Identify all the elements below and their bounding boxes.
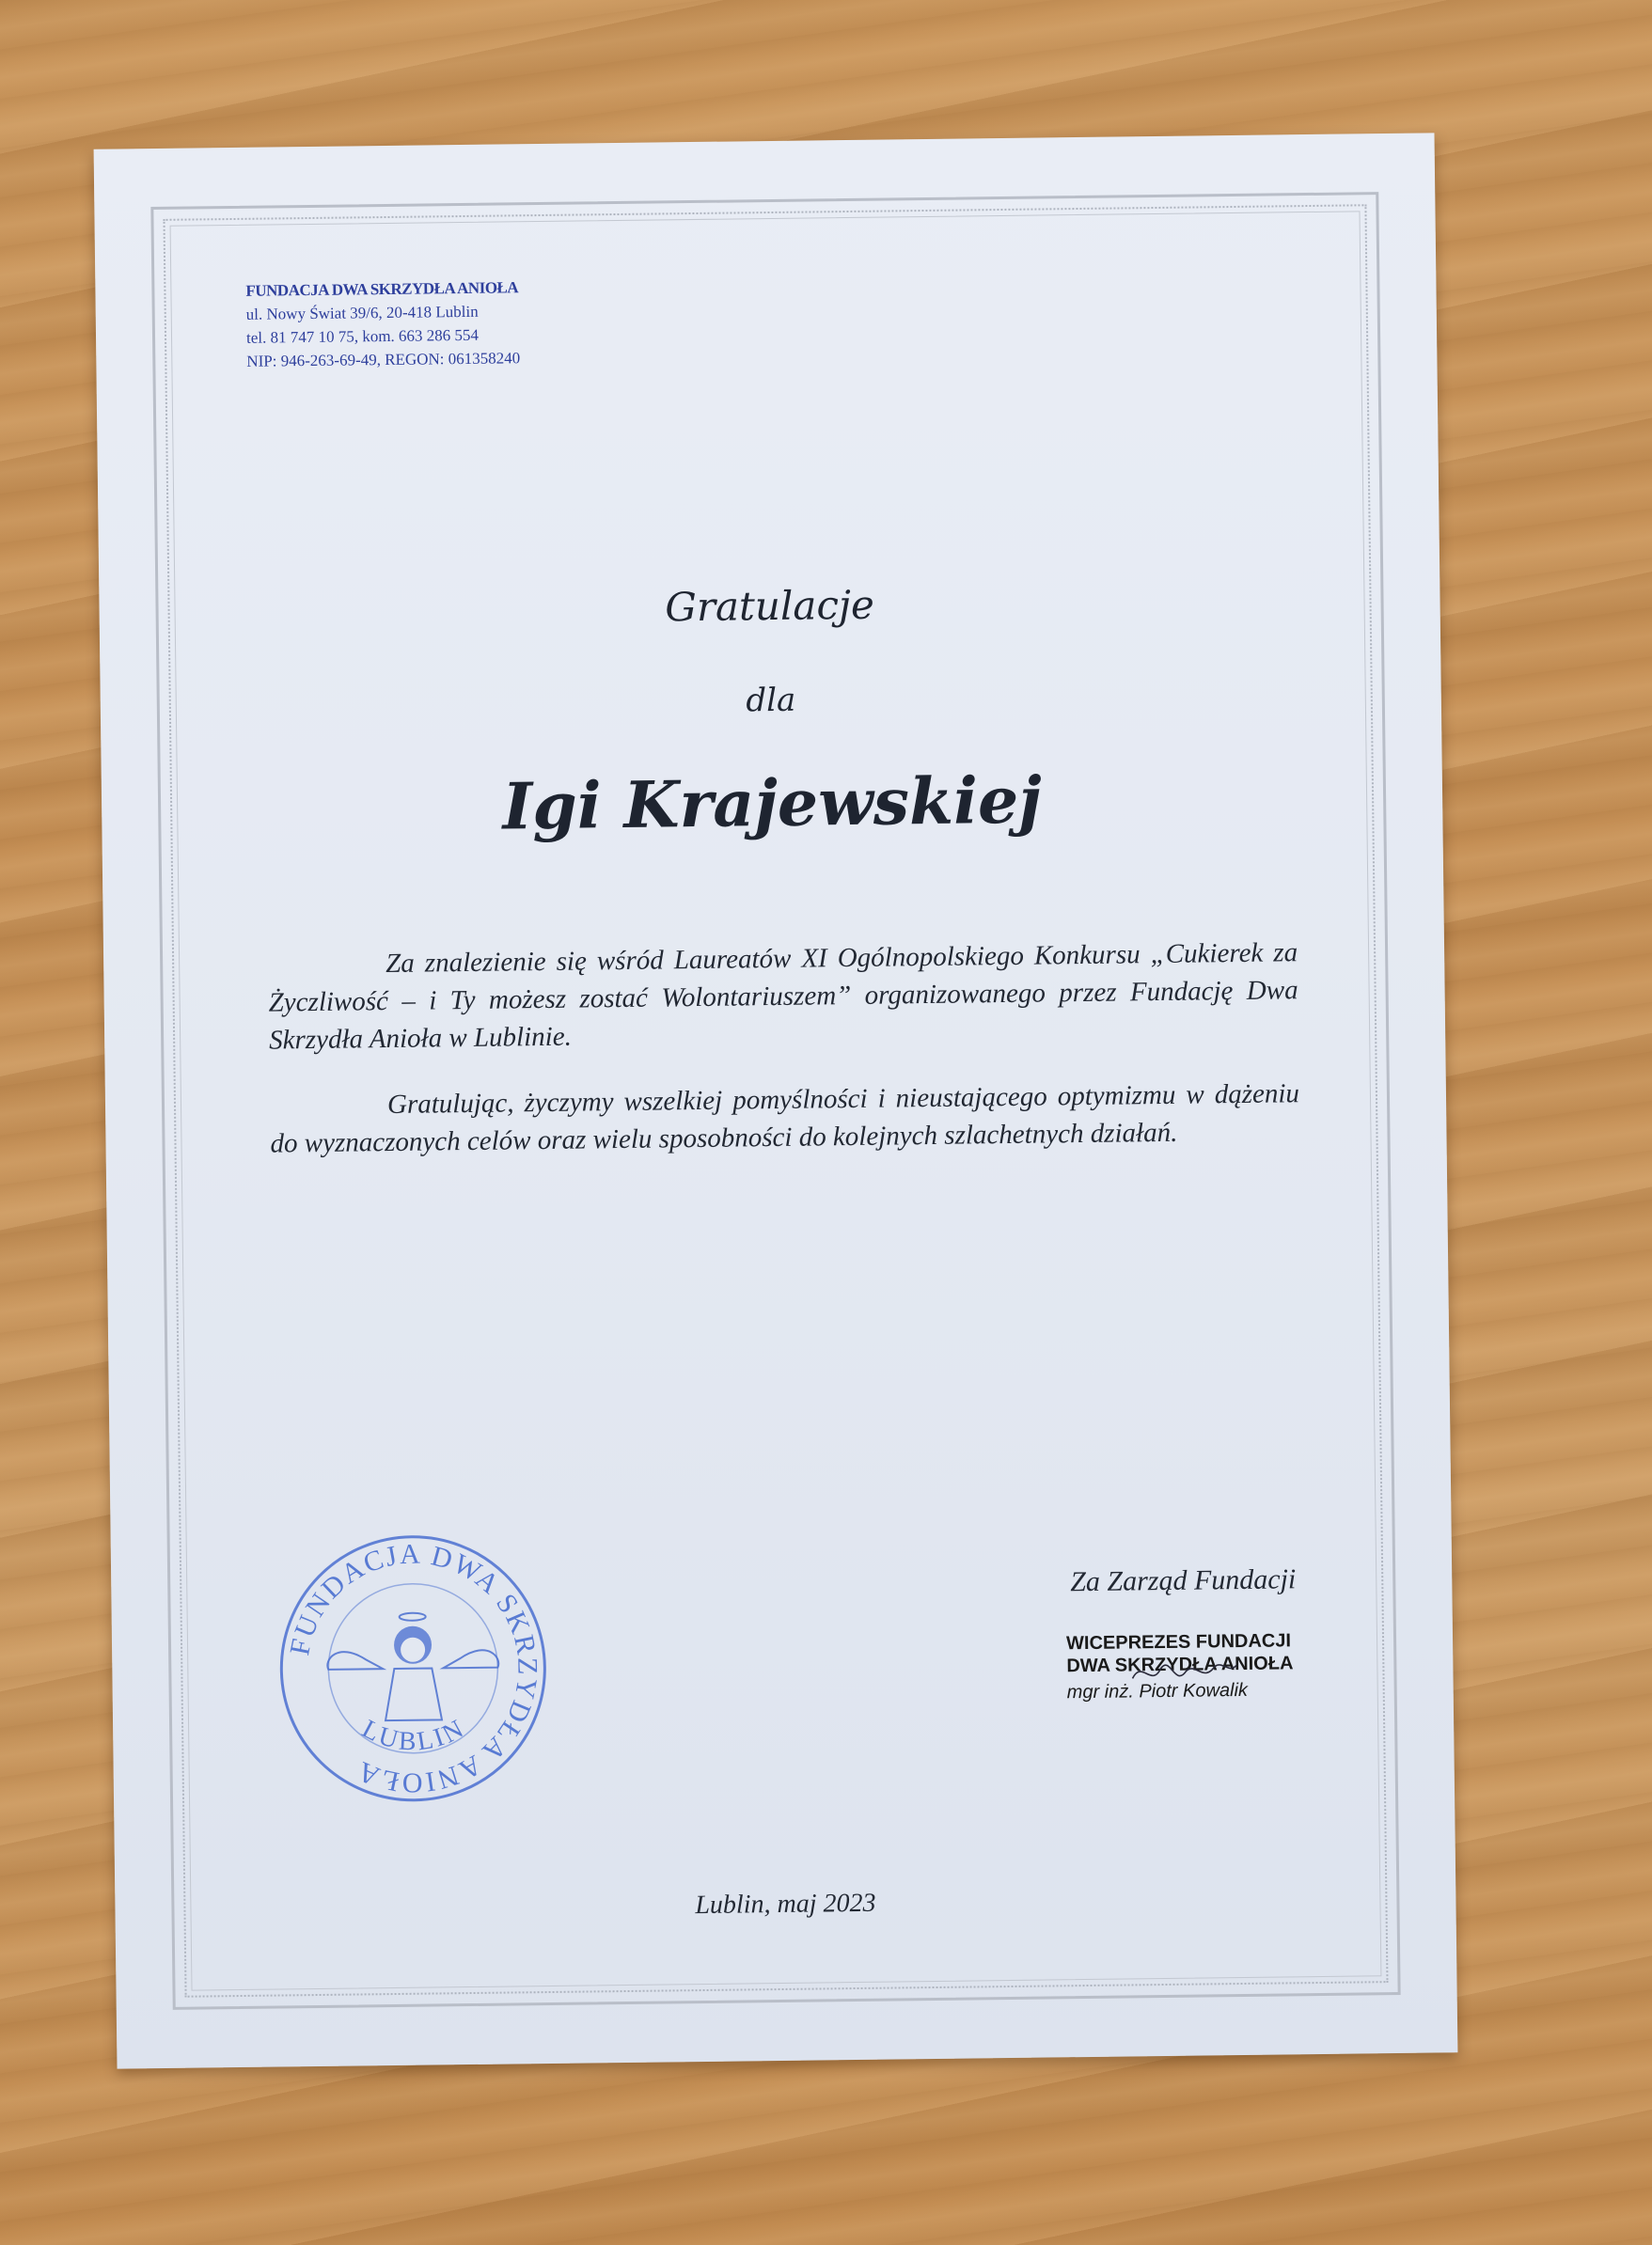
letterhead-org: FUNDACJA DWA SKRZYDŁA ANIOŁA	[245, 278, 519, 300]
body-paragraph-2-text: Gratulując, życzymy wszelkiej pomyślności i nieustającego optymizmu w dążeniu do wyznaczonych celów oraz wielu sposobności do kolejnych szlachetnych działań.	[270, 1078, 1300, 1159]
handwritten-signature	[1127, 1654, 1240, 1692]
stamp-line-1: WICEPREZES FUNDACJI	[1065, 1630, 1292, 1655]
svg-text:FUNDACJA DWA SKRZYDŁA ANIOŁA: FUNDACJA DWA SKRZYDŁA ANIOŁA	[284, 1538, 543, 1798]
recipient-name: Igi Krajewskiej	[501, 762, 1043, 845]
title-dla: dla	[746, 681, 796, 720]
letterhead-ids: NIP: 946-263-69-49, REGON: 061358240	[246, 349, 521, 370]
title-gratulacje: Gratulacje	[665, 581, 875, 631]
svg-text:LUBLIN: LUBLIN	[356, 1713, 471, 1757]
stamp-line-2: DWA SKRZYDŁA ANIOŁA	[1066, 1653, 1294, 1677]
foundation-seal-stamp	[271, 1526, 557, 1812]
body-paragraph-1	[268, 934, 1298, 1059]
signature-label: Za Zarząd Fundacji	[1070, 1563, 1297, 1598]
certificate-sheet	[94, 133, 1458, 2068]
letterhead-address: ul. Nowy Świat 39/6, 20-418 Lublin	[245, 302, 479, 323]
letterhead	[245, 275, 641, 373]
issue-date: Lublin, maj 2023	[695, 1888, 876, 1921]
body-paragraph-2	[270, 1075, 1300, 1162]
body-paragraph-1-text: Za znalezienie się wśród Laureatów XI Ogólnopolskiego Konkursu „Cukierek za Życzliwość – i Ty możesz zostać Wolontariuszem” organizowanego przez Fundację Dwa Skrzydła Anioła w Lublinie.	[268, 937, 1298, 1056]
letterhead-phone: tel. 81 747 10 75, kom. 663 286 554	[245, 325, 480, 347]
stamp-line-3: mgr inż. Piotr Kowalik	[1066, 1679, 1249, 1703]
